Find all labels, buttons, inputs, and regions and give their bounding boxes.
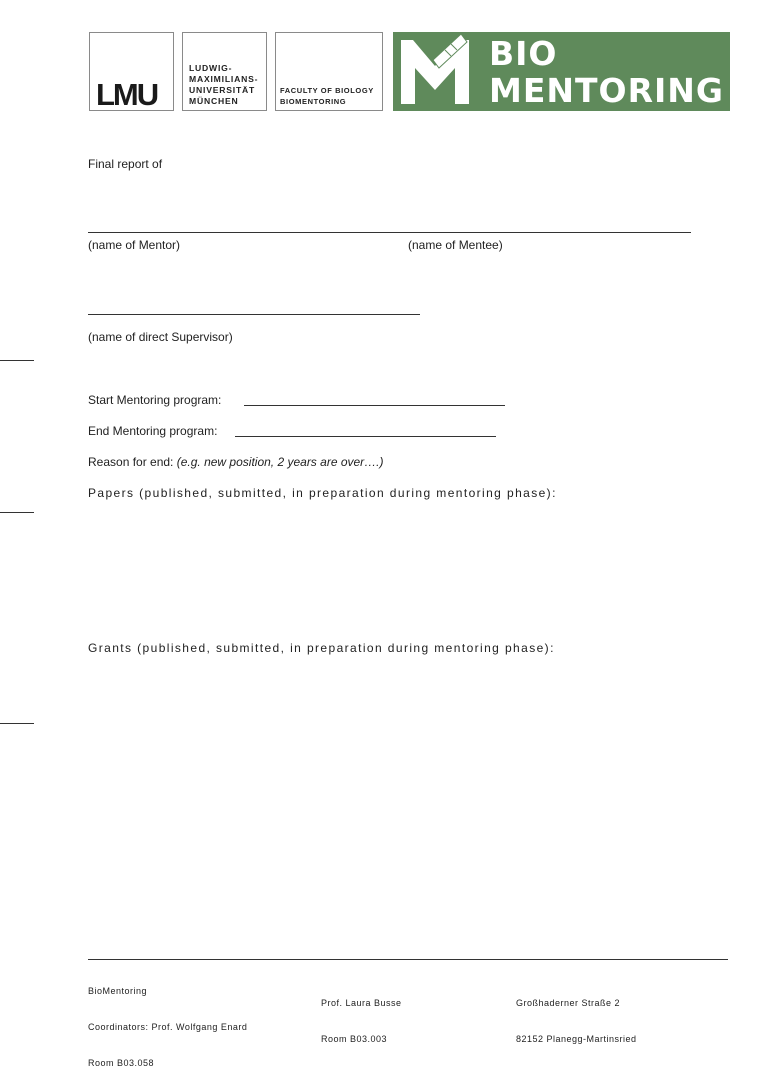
footer-line: Großhaderner Straße 2 bbox=[516, 998, 621, 1008]
lmu-wordmark: LMU bbox=[96, 77, 158, 112]
biomentoring-logo bbox=[393, 32, 730, 111]
supervisor-underline bbox=[88, 314, 420, 315]
papers-label: Papers (published, submitted, in preparation during mentoring phase): bbox=[88, 486, 557, 500]
footer-line: Room B03.003 bbox=[321, 1034, 388, 1044]
grants-label: Grants (published, submitted, in preparation during mentoring phase): bbox=[88, 641, 555, 655]
margin-mark bbox=[0, 723, 34, 724]
end-label: End Mentoring program: bbox=[88, 424, 218, 438]
university-line: MÜNCHEN bbox=[189, 96, 239, 106]
mentee-label: (name of Mentee) bbox=[408, 238, 503, 252]
footer-line: BioMentoring bbox=[88, 986, 148, 996]
footer-line: Room B03.058 bbox=[88, 1058, 155, 1068]
footer-line: 82152 Planegg-Martinsried bbox=[516, 1034, 637, 1044]
margin-mark bbox=[0, 360, 34, 361]
end-date-line bbox=[235, 436, 496, 437]
university-line: LUDWIG- bbox=[189, 63, 233, 73]
start-label: Start Mentoring program: bbox=[88, 393, 222, 407]
supervisor-label: (name of direct Supervisor) bbox=[88, 330, 233, 344]
faculty-name bbox=[280, 86, 374, 107]
faculty-box bbox=[275, 32, 383, 111]
university-line: UNIVERSITÄT bbox=[189, 85, 256, 95]
logo-word-bio: BIO bbox=[489, 34, 558, 73]
footer-line: Coordinators: Prof. Wolfgang Enard bbox=[88, 1022, 248, 1032]
university-line: MAXIMILIANS- bbox=[189, 74, 259, 84]
faculty-line: BIOMENTORING bbox=[280, 96, 347, 106]
footer-line: Prof. Laura Busse bbox=[321, 998, 402, 1008]
footer-col-contact bbox=[321, 973, 402, 1057]
logo-word-mentoring: MENTORING bbox=[489, 71, 724, 110]
reason-row bbox=[88, 455, 384, 469]
reason-hint: (e.g. new position, 2 years are over….) bbox=[176, 455, 384, 469]
reason-label: Reason for end: bbox=[88, 455, 174, 469]
faculty-line: FACULTY OF BIOLOGY bbox=[280, 86, 374, 95]
footer-col-address bbox=[516, 973, 637, 1057]
start-date-line bbox=[244, 405, 505, 406]
margin-mark bbox=[0, 512, 34, 513]
m-emblem-icon bbox=[393, 32, 483, 111]
university-name bbox=[189, 63, 258, 107]
mentor-label: (name of Mentor) bbox=[88, 238, 181, 252]
report-title: Final report of bbox=[88, 157, 163, 171]
footer-col-coordinators bbox=[88, 961, 247, 1081]
names-underline bbox=[88, 232, 691, 233]
footer-rule bbox=[88, 959, 728, 960]
university-name-box bbox=[182, 32, 267, 111]
lmu-logo bbox=[89, 32, 174, 111]
